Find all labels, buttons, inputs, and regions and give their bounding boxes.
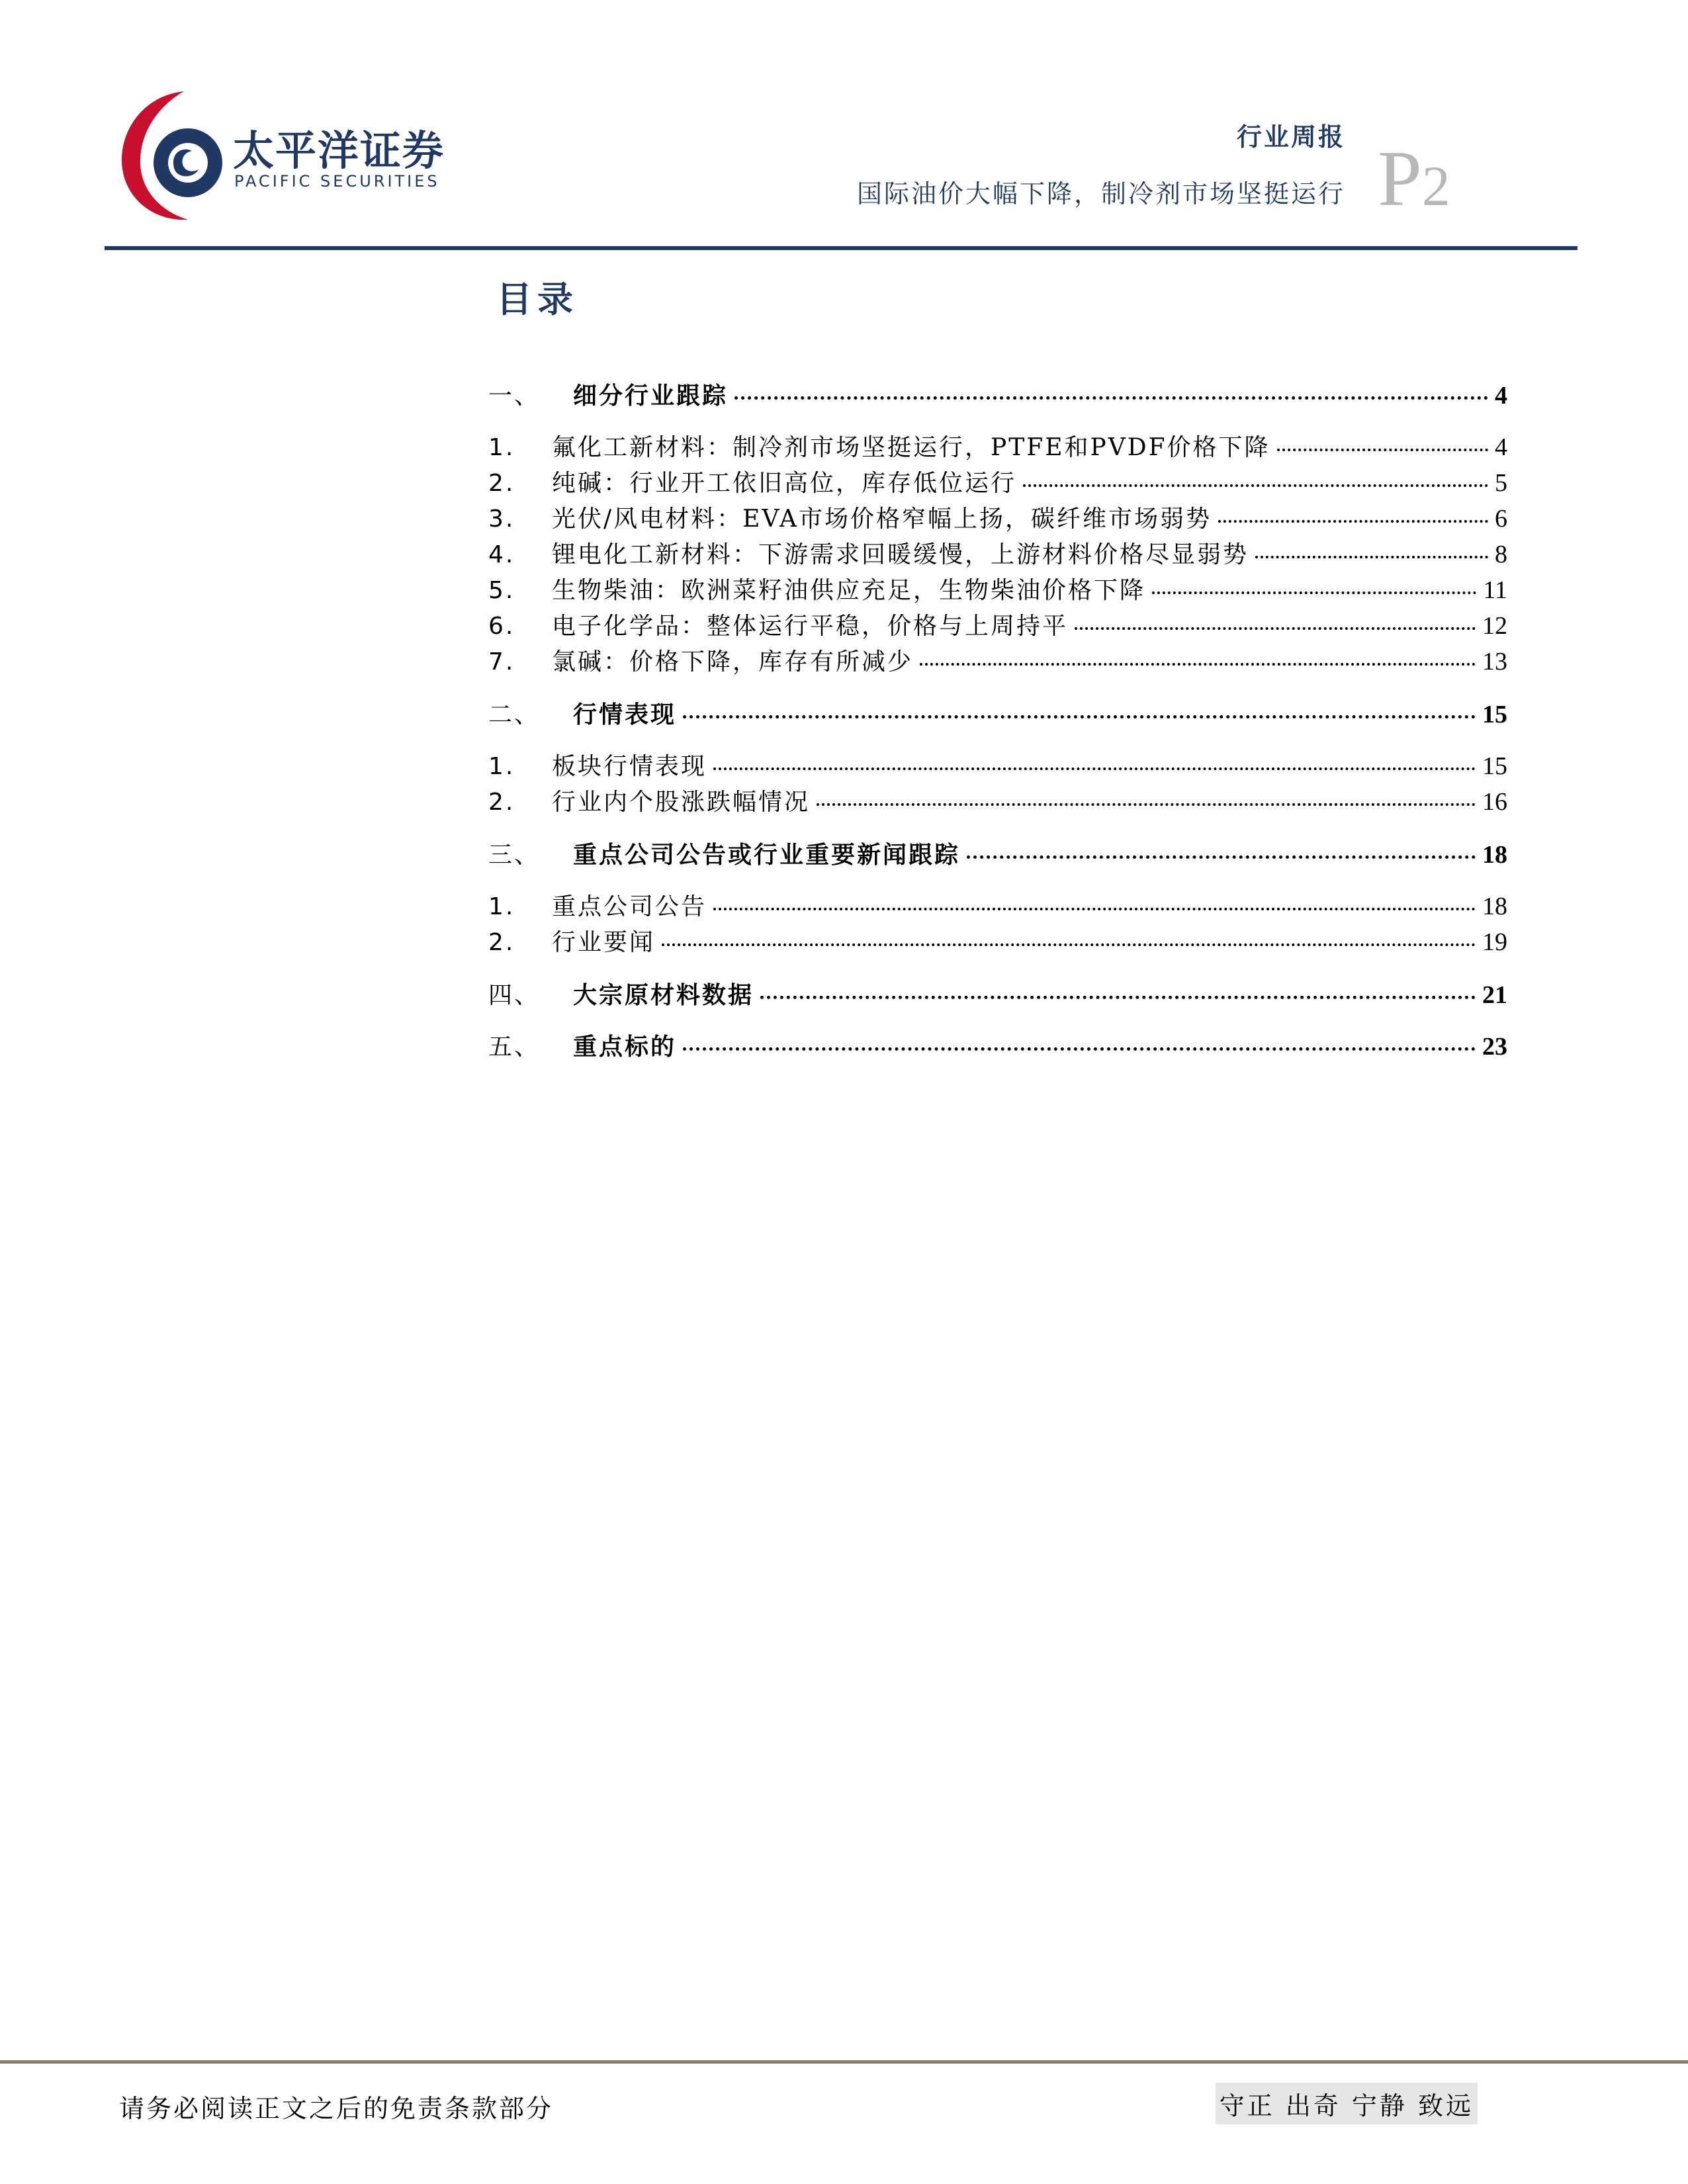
- toc-entry-text: 大宗原材料数据: [573, 981, 754, 1009]
- toc-dot-leader: [1075, 627, 1476, 630]
- toc-dot-leader: [734, 396, 1488, 400]
- toc-dot-leader: [683, 715, 1476, 719]
- toc-entry[interactable]: [488, 500, 1507, 535]
- toc-dot-leader: [760, 996, 1476, 999]
- toc-entry[interactable]: [488, 536, 1507, 570]
- toc-entry-text: 纯碱：行业开工依旧高位，库存低位运行: [552, 470, 1017, 497]
- toc-entry-text: 行情表现: [573, 701, 677, 728]
- toc-title: 目录: [496, 279, 578, 320]
- toc-entry-page: 13: [1482, 648, 1507, 676]
- toc-entry-number: 3.: [488, 505, 515, 533]
- toc-dot-leader: [662, 943, 1476, 946]
- toc-dot-leader: [1277, 449, 1488, 451]
- toc-entry[interactable]: [488, 924, 1507, 958]
- page-letter: P: [1378, 134, 1422, 222]
- toc-entry-number: 5.: [488, 577, 515, 604]
- toc-entry[interactable]: [488, 836, 1507, 871]
- toc-entry-text: 重点公司公告或行业重要新闻跟踪: [573, 841, 961, 869]
- toc-entry[interactable]: [488, 607, 1507, 642]
- report-title: 国际油价大幅下降，制冷剂市场坚挺运行: [856, 179, 1345, 208]
- toc-entry-page: 19: [1482, 928, 1507, 956]
- logo-chinese-name: 太平洋证券: [233, 126, 445, 175]
- report-type: 行业周报: [1236, 122, 1345, 152]
- toc-entry[interactable]: [488, 1028, 1507, 1063]
- toc-dot-leader: [1218, 520, 1488, 523]
- toc-entry-number: 7.: [488, 648, 515, 676]
- toc-entry[interactable]: [488, 377, 1507, 412]
- toc-dot-leader: [967, 855, 1476, 859]
- toc-entry-page: 15: [1482, 752, 1507, 780]
- toc-entry-number: 2.: [488, 470, 515, 497]
- toc-dot-leader: [1255, 556, 1488, 558]
- toc-entry-text: 生物柴油：欧洲菜籽油供应充足，生物柴油价格下降: [552, 577, 1146, 604]
- header-divider: [105, 246, 1577, 250]
- toc-dot-leader: [713, 767, 1476, 770]
- toc-dot-leader: [683, 1047, 1476, 1051]
- toc-entry-text: 氟化工新材料：制冷剂市场坚挺运行，PTFE和PVDF价格下降: [552, 434, 1270, 461]
- footer-motto: 守正 出奇 宁静 致远: [1216, 2083, 1478, 2124]
- toc-entry-number: 2.: [488, 789, 515, 816]
- toc-entry[interactable]: [488, 572, 1507, 606]
- toc-entry[interactable]: [488, 464, 1507, 499]
- toc-entry-text: 电子化学品：整体运行平稳，价格与上周持平: [552, 613, 1069, 640]
- toc-entry-text: 光伏/风电材料：EVA市场价格窄幅上扬，碳纤维市场弱势: [552, 505, 1212, 533]
- toc-entry-number: 6.: [488, 613, 515, 640]
- toc-entry-number: 2.: [488, 929, 515, 956]
- toc-entry-page: 5: [1495, 469, 1507, 497]
- toc-entry-page: 11: [1483, 576, 1507, 604]
- toc-entry-number: 三、: [488, 842, 541, 869]
- toc-entry-page: 15: [1482, 701, 1507, 728]
- toc-entry-page: 18: [1482, 841, 1507, 869]
- toc-entry[interactable]: [488, 783, 1507, 818]
- toc-entry-text: 重点标的: [573, 1033, 677, 1061]
- toc-entry-page: 4: [1495, 433, 1507, 461]
- toc-entry-text: 行业内个股涨跌幅情况: [552, 789, 811, 816]
- page-number: 2: [1421, 154, 1450, 218]
- toc-entry-text: 氯碱：价格下降，库存有所减少: [552, 648, 914, 676]
- toc-entry-number: 1.: [488, 893, 515, 920]
- toc-entry-page: 6: [1495, 505, 1507, 533]
- toc-entry-page: 16: [1482, 788, 1507, 816]
- toc-entry-number: 二、: [488, 701, 541, 728]
- toc-entry-text: 行业要闻: [552, 929, 656, 956]
- toc-entry[interactable]: [488, 696, 1507, 730]
- toc-entry-number: 五、: [488, 1033, 541, 1061]
- company-logo: [119, 86, 463, 225]
- toc-entry-text: 细分行业跟踪: [573, 382, 729, 410]
- toc-entry-page: 8: [1495, 541, 1507, 568]
- toc-dot-leader: [1152, 591, 1476, 594]
- toc-entry-number: 4.: [488, 541, 515, 568]
- toc-entry-text: 重点公司公告: [552, 893, 707, 920]
- footer-disclaimer: 请务必阅读正文之后的免责条款部分: [119, 2094, 554, 2123]
- toc-entry[interactable]: [488, 748, 1507, 782]
- toc-entry[interactable]: [488, 643, 1507, 677]
- toc-dot-leader: [1023, 484, 1488, 487]
- toc-entry-page: 4: [1495, 382, 1507, 410]
- toc-entry-number: 四、: [488, 982, 541, 1009]
- toc-dot-leader: [713, 908, 1476, 910]
- toc-dot-leader: [920, 663, 1476, 666]
- logo-english-name: PACIFIC SECURITIES: [234, 172, 440, 191]
- page-indicator: [1378, 134, 1450, 222]
- toc-entry[interactable]: [488, 429, 1507, 463]
- toc-entry-text: 锂电化工新材料：下游需求回暖缓慢，上游材料价格尽显弱势: [552, 541, 1249, 568]
- toc-entry[interactable]: [488, 888, 1507, 922]
- toc-entry-number: 一、: [488, 382, 541, 410]
- toc-entry-number: 1.: [488, 434, 515, 461]
- pacific-securities-emblem-icon: [119, 86, 232, 225]
- toc-entry-text: 板块行情表现: [552, 753, 707, 780]
- toc-entry-page: 23: [1482, 1033, 1507, 1061]
- toc-entry-number: 1.: [488, 753, 515, 780]
- toc-entry-page: 18: [1482, 893, 1507, 920]
- toc-entry-page: 21: [1482, 981, 1507, 1009]
- toc-entry-page: 12: [1482, 612, 1507, 640]
- toc-entry[interactable]: [488, 977, 1507, 1011]
- toc-dot-leader: [817, 803, 1476, 806]
- footer-divider: [0, 2060, 1688, 2064]
